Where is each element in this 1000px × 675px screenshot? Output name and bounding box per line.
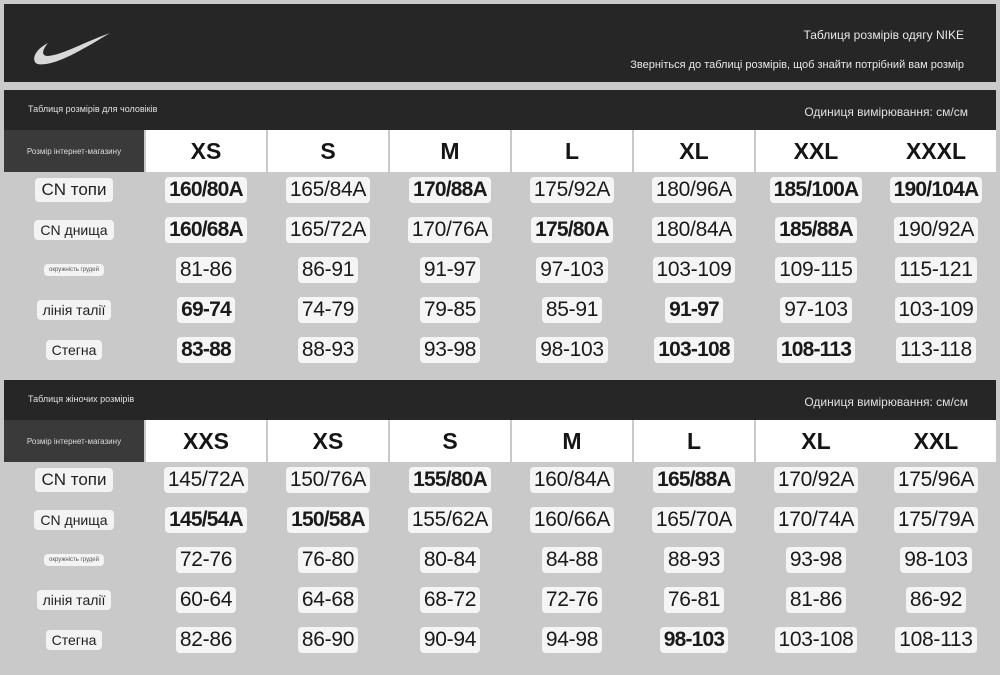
- table-cell: [512, 540, 632, 580]
- table-cell: [268, 290, 388, 330]
- row-label-text: CN днища: [34, 220, 113, 240]
- cell-value: 98-103: [900, 547, 972, 573]
- table-cell: [146, 460, 266, 500]
- cell-value: 165/84A: [286, 177, 370, 203]
- cell-value: 81-86: [176, 257, 236, 283]
- table-cell: [876, 250, 996, 290]
- table-cell: [876, 620, 996, 660]
- cell-value: 80-84: [420, 547, 480, 573]
- size-header-cell: XXXL: [876, 130, 996, 172]
- cell-value: 69-74: [177, 297, 235, 323]
- cell-value: 86-90: [298, 627, 358, 653]
- table-cell: [268, 170, 388, 210]
- row-label: [4, 540, 144, 580]
- cell-value: 175/96A: [894, 467, 978, 493]
- size-header-cell: XL: [634, 130, 754, 172]
- table-cell: [756, 250, 876, 290]
- row-label: [4, 500, 144, 540]
- cell-value: 170/92A: [774, 467, 858, 493]
- table-row: [4, 500, 996, 540]
- table-cell: [512, 250, 632, 290]
- size-label-cell: Розмір інтернет-магазину: [4, 130, 144, 172]
- table-cell: [390, 210, 510, 250]
- cell-value: 98-103: [536, 337, 608, 363]
- size-header-cell: M: [512, 420, 632, 462]
- unit-label: Одиниця вимірювання: см/см: [804, 105, 968, 119]
- cell-value: 175/79A: [894, 507, 978, 533]
- table-cell: [876, 290, 996, 330]
- table-cell: [268, 210, 388, 250]
- cell-value: 86-91: [298, 257, 358, 283]
- size-header-cell: L: [512, 130, 632, 172]
- size-header-cell: L: [634, 420, 754, 462]
- size-header-cell: XXS: [146, 420, 266, 462]
- table-cell: [390, 460, 510, 500]
- cell-value: 97-103: [536, 257, 608, 283]
- table-cell: [634, 460, 754, 500]
- row-label: [4, 290, 144, 330]
- table-cell: [512, 330, 632, 370]
- row-label-text: CN топи: [35, 468, 112, 492]
- cell-value: 103-109: [653, 257, 736, 283]
- table-cell: [876, 500, 996, 540]
- table-cell: [146, 580, 266, 620]
- table-cell: [390, 290, 510, 330]
- table-cell: [512, 580, 632, 620]
- cell-value: 98-103: [660, 627, 729, 653]
- table-cell: [512, 210, 632, 250]
- cell-value: 113-118: [896, 337, 976, 363]
- cell-value: 160/84A: [530, 467, 614, 493]
- cell-value: 103-108: [775, 627, 858, 653]
- table-cell: [756, 330, 876, 370]
- cell-value: 103-109: [895, 297, 978, 323]
- size-header-cell: XS: [146, 130, 266, 172]
- cell-value: 180/96A: [652, 177, 736, 203]
- table-row: [4, 620, 996, 660]
- size-label-cell: Розмір інтернет-магазину: [4, 420, 144, 462]
- cell-value: 86-92: [906, 587, 966, 613]
- cell-value: 155/62A: [408, 507, 492, 533]
- table-row: [4, 330, 996, 370]
- table-cell: [390, 540, 510, 580]
- cell-value: 81-86: [786, 587, 846, 613]
- table-cell: [390, 330, 510, 370]
- cell-value: 103-108: [654, 337, 733, 363]
- cell-value: 76-81: [664, 587, 724, 613]
- cell-value: 150/58A: [287, 507, 369, 533]
- table-row: [4, 460, 996, 500]
- row-label: [4, 620, 144, 660]
- table-cell: [390, 250, 510, 290]
- table-cell: [268, 460, 388, 500]
- table-cell: [634, 210, 754, 250]
- cell-value: 108-113: [895, 627, 976, 653]
- table-cell: [268, 500, 388, 540]
- cell-value: 91-97: [420, 257, 480, 283]
- page-subtitle: Зверніться до таблиці розмірів, щоб знайти потрібний вам розмір: [630, 59, 964, 71]
- unit-label: Одиниця вимірювання: см/см: [804, 395, 968, 409]
- size-header-cell: XXL: [876, 420, 996, 462]
- table-cell: [634, 250, 754, 290]
- cell-value: 88-93: [664, 547, 724, 573]
- size-header-row: [4, 130, 996, 172]
- table-cell: [876, 580, 996, 620]
- table-cell: [876, 170, 996, 210]
- size-header-cell: XXL: [756, 130, 876, 172]
- cell-value: 60-64: [176, 587, 236, 613]
- table-cell: [756, 290, 876, 330]
- size-header-cell: XL: [756, 420, 876, 462]
- table-cell: [268, 540, 388, 580]
- cell-value: 160/80A: [165, 177, 247, 203]
- cell-value: 83-88: [177, 337, 235, 363]
- row-label: [4, 460, 144, 500]
- table-row: [4, 580, 996, 620]
- row-label: [4, 170, 144, 210]
- table-cell: [146, 330, 266, 370]
- table-cell: [268, 250, 388, 290]
- row-label-text: Стегна: [46, 630, 103, 650]
- cell-value: 165/88A: [653, 467, 735, 493]
- cell-value: 108-113: [777, 337, 855, 363]
- cell-value: 88-93: [298, 337, 358, 363]
- table-cell: [512, 620, 632, 660]
- table-row: [4, 250, 996, 290]
- table-cell: [146, 170, 266, 210]
- table-cell: [634, 580, 754, 620]
- table-cell: [756, 170, 876, 210]
- table-cell: [756, 500, 876, 540]
- cell-value: 180/84A: [652, 217, 736, 243]
- cell-value: 160/66A: [530, 507, 614, 533]
- cell-value: 64-68: [298, 587, 358, 613]
- table-cell: [268, 620, 388, 660]
- table-cell: [268, 580, 388, 620]
- row-label: [4, 210, 144, 250]
- row-label-text: окружність грудей: [44, 554, 104, 566]
- table-row: [4, 210, 996, 250]
- page-header: [4, 4, 996, 82]
- table-cell: [512, 460, 632, 500]
- cell-value: 90-94: [420, 627, 480, 653]
- cell-value: 74-79: [298, 297, 358, 323]
- cell-value: 85-91: [542, 297, 602, 323]
- table-cell: [634, 290, 754, 330]
- table-cell: [390, 580, 510, 620]
- section-title: Таблиця жіночих розмірів: [28, 394, 135, 404]
- section-title: Таблиця розмірів для чоловіків: [28, 104, 158, 114]
- cell-value: 109-115: [775, 257, 856, 283]
- cell-value: 165/70A: [652, 507, 736, 533]
- table-cell: [756, 540, 876, 580]
- nike-swoosh-logo: [32, 32, 112, 66]
- table-cell: [876, 460, 996, 500]
- cell-value: 72-76: [176, 547, 236, 573]
- cell-value: 150/76A: [286, 467, 370, 493]
- table-cell: [390, 170, 510, 210]
- cell-value: 145/54A: [165, 507, 247, 533]
- row-label: [4, 330, 144, 370]
- cell-value: 93-98: [786, 547, 846, 573]
- cell-value: 190/92A: [894, 217, 978, 243]
- row-label-text: Стегна: [46, 340, 103, 360]
- cell-value: 94-98: [542, 627, 602, 653]
- table-cell: [146, 500, 266, 540]
- table-cell: [756, 460, 876, 500]
- row-label-text: CN днища: [34, 510, 113, 530]
- row-label-text: CN топи: [35, 178, 112, 202]
- cell-value: 82-86: [176, 627, 236, 653]
- cell-value: 175/92A: [530, 177, 614, 203]
- cell-value: 115-121: [895, 257, 976, 283]
- table-cell: [756, 620, 876, 660]
- table-cell: [634, 500, 754, 540]
- cell-value: 97-103: [780, 297, 852, 323]
- cell-value: 93-98: [420, 337, 480, 363]
- table-cell: [634, 620, 754, 660]
- cell-value: 175/80A: [531, 217, 613, 243]
- table-cell: [876, 540, 996, 580]
- cell-value: 165/72A: [286, 217, 370, 243]
- table-cell: [876, 210, 996, 250]
- cell-value: 185/88A: [775, 217, 857, 243]
- row-label-text: лінія талії: [37, 300, 112, 320]
- cell-value: 72-76: [542, 587, 602, 613]
- table-cell: [756, 210, 876, 250]
- women-size-table: [4, 380, 996, 662]
- cell-value: 160/68A: [165, 217, 247, 243]
- table-cell: [390, 620, 510, 660]
- table-cell: [146, 540, 266, 580]
- cell-value: 190/104A: [890, 177, 983, 203]
- table-cell: [146, 210, 266, 250]
- cell-value: 185/100A: [770, 177, 863, 203]
- cell-value: 155/80A: [409, 467, 491, 493]
- cell-value: 91-97: [665, 297, 723, 323]
- table-cell: [146, 620, 266, 660]
- table-cell: [512, 500, 632, 540]
- section-header: [4, 380, 996, 420]
- cell-value: 170/74A: [774, 507, 858, 533]
- table-cell: [634, 330, 754, 370]
- table-cell: [390, 500, 510, 540]
- table-cell: [876, 330, 996, 370]
- table-row: [4, 290, 996, 330]
- size-header-cell: S: [390, 420, 510, 462]
- table-cell: [146, 290, 266, 330]
- cell-value: 84-88: [542, 547, 602, 573]
- table-cell: [634, 170, 754, 210]
- table-cell: [512, 290, 632, 330]
- cell-value: 68-72: [420, 587, 480, 613]
- cell-value: 170/76A: [408, 217, 492, 243]
- row-label: [4, 250, 144, 290]
- cell-value: 76-80: [298, 547, 358, 573]
- row-label: [4, 580, 144, 620]
- size-header-cell: M: [390, 130, 510, 172]
- row-label-text: окружність грудей: [44, 264, 104, 276]
- section-header: [4, 90, 996, 130]
- table-row: [4, 540, 996, 580]
- size-header-cell: XS: [268, 420, 388, 462]
- table-cell: [634, 540, 754, 580]
- row-label-text: лінія талії: [37, 590, 112, 610]
- size-header-cell: S: [268, 130, 388, 172]
- size-header-row: [4, 420, 996, 462]
- table-row: [4, 170, 996, 210]
- table-cell: [756, 580, 876, 620]
- table-cell: [146, 250, 266, 290]
- page-title: Таблиця розмірів одягу NIKE: [803, 28, 964, 42]
- cell-value: 145/72A: [164, 467, 248, 493]
- cell-value: 79-85: [420, 297, 480, 323]
- men-size-table: [4, 90, 996, 372]
- cell-value: 170/88A: [409, 177, 491, 203]
- table-cell: [512, 170, 632, 210]
- table-cell: [268, 330, 388, 370]
